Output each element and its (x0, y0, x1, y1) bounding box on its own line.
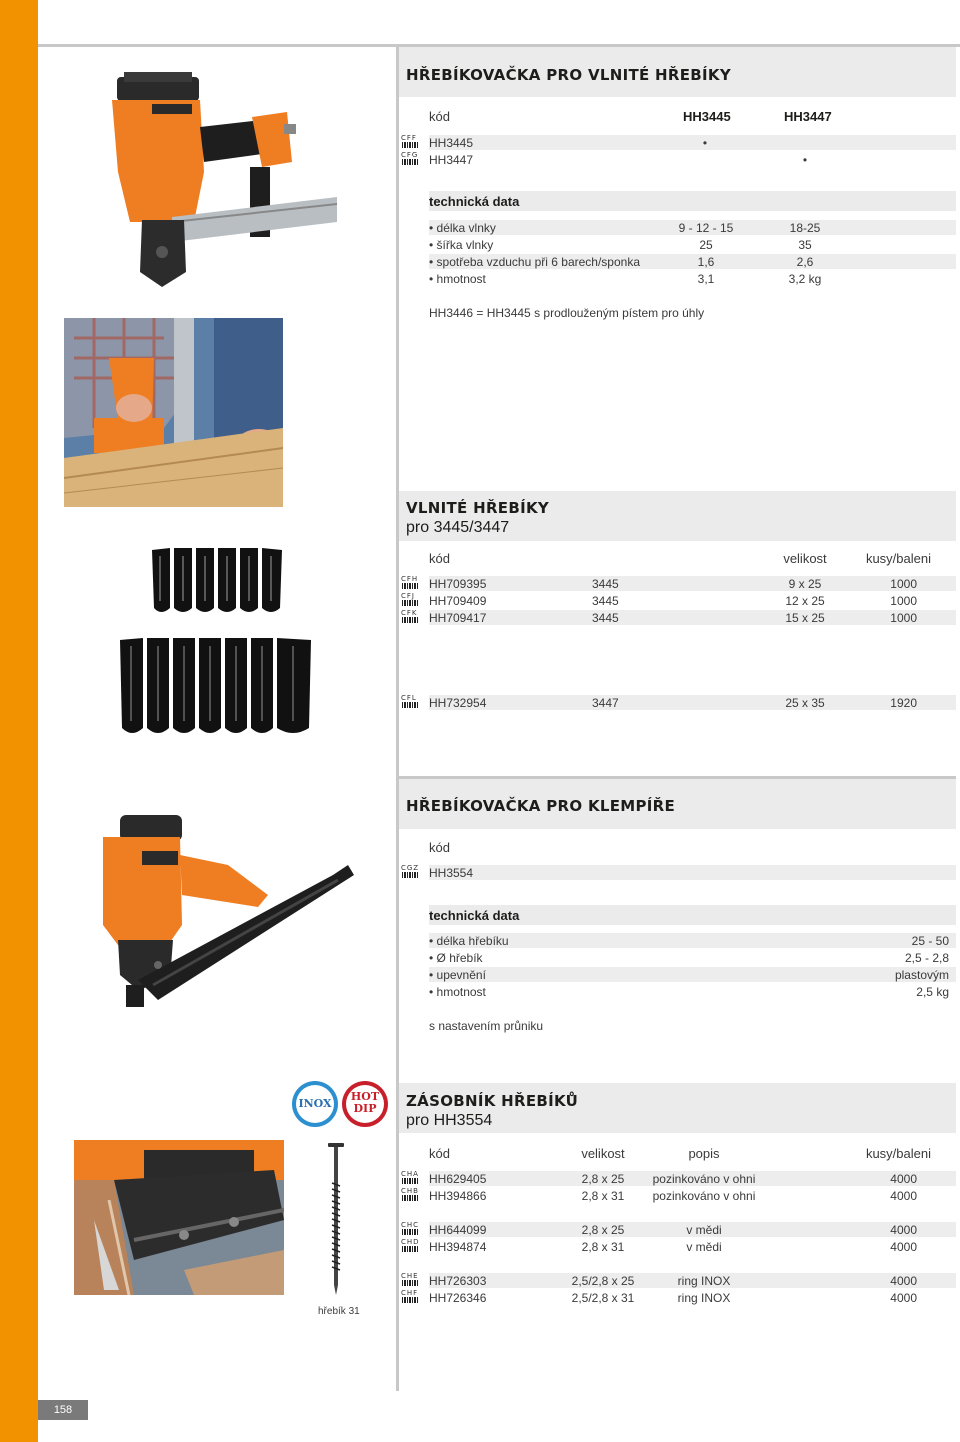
product-code: HH3445 (429, 136, 474, 150)
tech-label: • hmotnost (429, 272, 486, 286)
tech-label: • šířka vlnky (429, 238, 494, 252)
tech-value: 18-25 (789, 221, 821, 235)
description-header: popis (688, 1146, 720, 1161)
badge-label: CHD (401, 1238, 420, 1246)
roofing-nailer-image (98, 815, 356, 1010)
order-code-badge (400, 1221, 420, 1237)
pack-quantity: 4000 (890, 1291, 917, 1305)
nail-size: 25 x 35 (785, 696, 825, 710)
hot-dip-badge-label: HOT (350, 1090, 380, 1103)
pack-quantity: 4000 (890, 1240, 917, 1254)
product-code: HH732954 (429, 696, 487, 710)
code-header: kód (429, 551, 450, 566)
product-code: HH726303 (429, 1274, 487, 1288)
section-title: HŘEBÍKOVAČKA PRO VLNITÉ HŘEBÍKY (406, 66, 731, 84)
section-title: VLNITÉ HŘEBÍKY (406, 499, 550, 517)
code-header: kód (429, 1146, 450, 1161)
nail-size: 2,8 x 31 (581, 1240, 625, 1254)
nail-size: 9 x 25 (788, 577, 822, 591)
badge-label: CHF (401, 1289, 419, 1297)
size-header: velikost (783, 551, 827, 566)
nail-size: 2,8 x 25 (581, 1172, 625, 1186)
tech-label: • hmotnost (429, 985, 486, 999)
quantity-header: kusy/baleni (865, 1146, 931, 1161)
product-note: HH3446 = HH3445 s prodlouženým pístem pro úhly (429, 306, 705, 320)
corrugated-nails-small-image (150, 546, 285, 618)
tech-value: 9 - 12 - 15 (678, 221, 734, 235)
corrugated-nailer-image (112, 72, 342, 287)
tech-label: • délka hřebíku (429, 934, 509, 948)
column-divider (396, 44, 399, 776)
section-subtitle: pro HH3554 (406, 1112, 493, 1129)
pack-quantity: 1920 (890, 696, 917, 710)
nail-caption: hřebík 31 (318, 1306, 360, 1317)
product-code: HH726346 (429, 1291, 487, 1305)
inox-badge (292, 1081, 338, 1127)
nail-size: 2,8 x 31 (581, 1189, 625, 1203)
product-code: HH709417 (429, 611, 487, 625)
nail-size: 15 x 25 (785, 611, 825, 625)
tech-value: 2,6 (796, 255, 814, 269)
order-code-badge (400, 592, 420, 608)
pack-quantity: 1000 (890, 577, 917, 591)
product-code: HH3447 (429, 153, 474, 167)
product-code: HH394866 (429, 1189, 487, 1203)
tech-data-title: technická data (429, 194, 520, 209)
tech-value: 1,6 (697, 255, 715, 269)
pack-quantity: 4000 (890, 1172, 917, 1186)
nail-size: 2,8 x 25 (581, 1223, 625, 1237)
section-title: ZÁSOBNÍK HŘEBÍKŮ (406, 1092, 579, 1110)
order-code-badge (400, 1187, 420, 1203)
nail-image (326, 1143, 346, 1296)
availability-mark: • (702, 136, 708, 150)
page-number: 158 (38, 1400, 88, 1420)
tech-value: 3,2 kg (788, 272, 822, 286)
badge-label: CFL (401, 694, 417, 702)
badge-label: CHB (401, 1187, 419, 1195)
section-header (399, 1083, 956, 1133)
tech-value: 2,5 kg (916, 985, 949, 999)
badge-label: CFF (401, 134, 417, 142)
nail-size: 2,5/2,8 x 31 (571, 1291, 635, 1305)
size-header: velikost (581, 1146, 625, 1161)
product-code: HH709409 (429, 594, 487, 608)
nail-finish: ring INOX (677, 1274, 731, 1288)
product-code: HH394874 (429, 1240, 487, 1254)
section-subtitle: pro 3445/3447 (406, 519, 510, 536)
pack-quantity: 4000 (890, 1189, 917, 1203)
order-code-badge (400, 1238, 420, 1254)
table-row (429, 865, 956, 880)
inox-badge-label: INOX (298, 1097, 332, 1110)
order-code-badge (400, 609, 420, 625)
tech-value: 3,1 (697, 272, 715, 286)
section-header (399, 47, 956, 97)
order-code-badge (400, 1272, 420, 1288)
tech-label: • délka vlnky (429, 221, 496, 235)
order-code-badge (400, 151, 420, 167)
badge-label: CHE (401, 1272, 419, 1280)
pack-quantity: 4000 (890, 1223, 917, 1237)
badge-label: CGZ (401, 864, 420, 872)
nail-finish: pozinkováno v ohni (652, 1189, 756, 1203)
badge-label: CHA (401, 1170, 419, 1178)
tech-value: 25 (699, 238, 713, 252)
column-header-hh3445: HH3445 (683, 109, 731, 124)
column-header-hh3447: HH3447 (784, 109, 832, 124)
availability-mark: • (802, 153, 808, 167)
order-code-badge (400, 1289, 420, 1305)
tech-label: • spotřeba vzduchu při 6 barech/sponka (429, 255, 640, 269)
tech-label: • upevnění (429, 968, 486, 982)
nailer-type: 3445 (592, 577, 619, 591)
pack-quantity: 1000 (890, 611, 917, 625)
code-header: kód (429, 840, 450, 855)
nail-size: 12 x 25 (785, 594, 825, 608)
code-header: kód (429, 109, 450, 124)
tech-label: • Ø hřebík (429, 951, 483, 965)
order-code-badge (400, 1170, 420, 1186)
quantity-header: kusy/baleni (865, 551, 931, 566)
hot-dip-badge (342, 1081, 388, 1127)
tech-value: plastovým (894, 968, 949, 982)
pack-quantity: 1000 (890, 594, 917, 608)
tech-value: 25 - 50 (911, 934, 949, 948)
orange-side-bar (0, 0, 38, 1442)
section-title: HŘEBÍKOVAČKA PRO KLEMPÍŘE (406, 797, 676, 815)
order-code-badge (400, 575, 420, 591)
nail-finish: pozinkováno v ohni (652, 1172, 756, 1186)
nailer-type: 3445 (592, 611, 619, 625)
product-code: HH3554 (429, 866, 474, 880)
hot-dip-badge-label: DIP (353, 1102, 377, 1115)
nailer-type: 3445 (592, 594, 619, 608)
tech-data-title: technická data (429, 908, 520, 923)
roofing-nailer-photo (74, 1140, 284, 1295)
pack-quantity: 4000 (890, 1274, 917, 1288)
product-code: HH629405 (429, 1172, 487, 1186)
section-header (399, 491, 956, 541)
worker-photo (64, 318, 283, 507)
tech-value: 2,5 - 2,8 (904, 951, 949, 965)
badge-label: CFJ (401, 592, 415, 600)
nail-finish: ring INOX (677, 1291, 731, 1305)
order-code-badge (400, 134, 420, 150)
nailer-type: 3447 (592, 696, 619, 710)
nail-finish: v mědi (686, 1240, 722, 1254)
order-code-badge (400, 694, 420, 710)
table-row (429, 135, 956, 150)
product-note: s nastavením průniku (429, 1019, 544, 1033)
product-code: HH709395 (429, 577, 487, 591)
badge-label: CFG (401, 151, 419, 159)
nail-finish: v mědi (686, 1223, 722, 1237)
order-code-badge (400, 864, 420, 880)
tech-value: 35 (798, 238, 812, 252)
section-header (399, 779, 956, 829)
badge-label: CHC (401, 1221, 420, 1229)
nail-size: 2,5/2,8 x 25 (571, 1274, 635, 1288)
badge-label: CFH (401, 575, 419, 583)
product-code: HH644099 (429, 1223, 487, 1237)
corrugated-nails-large-image (117, 636, 315, 740)
badge-label: CFK (401, 609, 418, 617)
